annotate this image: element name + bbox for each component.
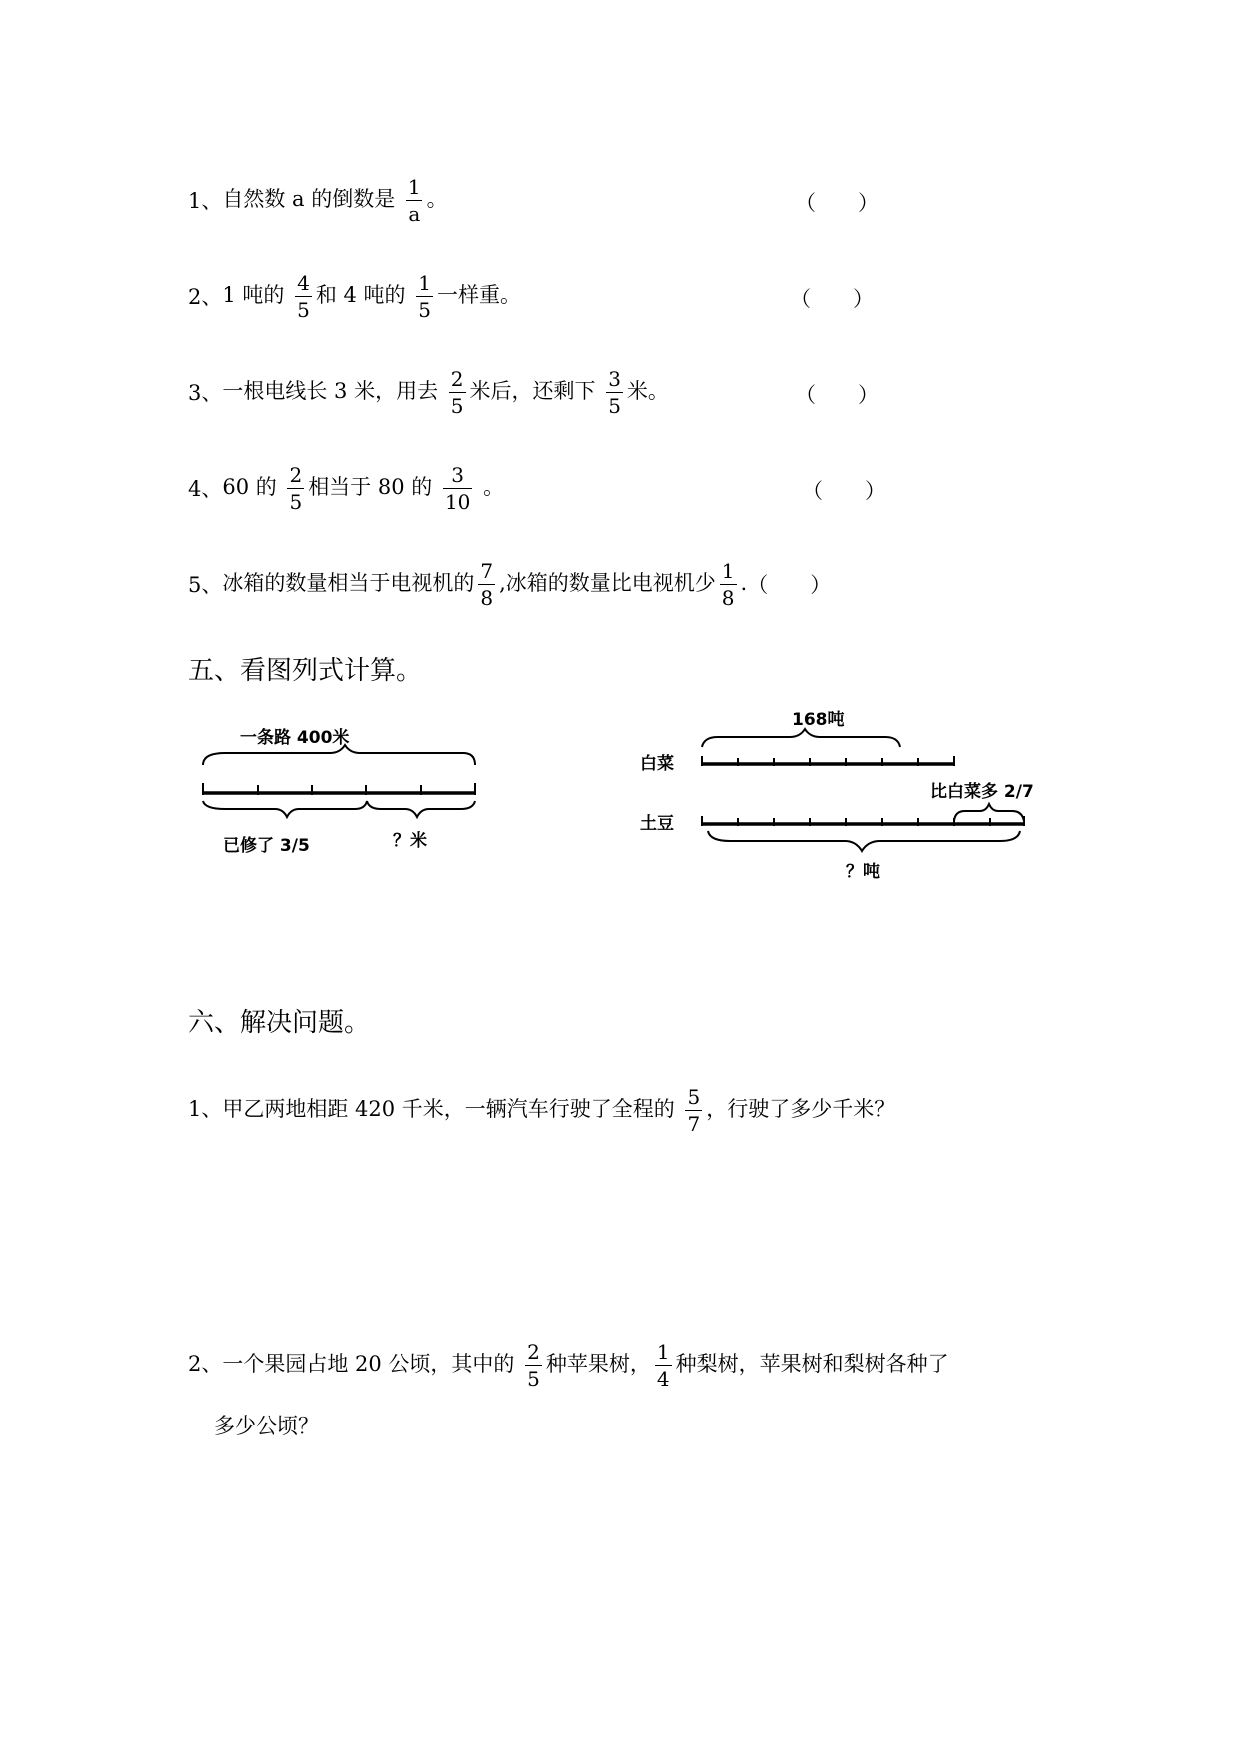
fraction-numerator: 2 <box>289 462 303 487</box>
fraction-denominator: 4 <box>656 1366 670 1391</box>
problem-1 <box>188 1080 895 1140</box>
text-run: 。 <box>426 186 448 211</box>
text-run: ，行驶了多少千米？ <box>706 1096 896 1121</box>
fraction <box>685 1084 702 1136</box>
section-5-heading: 五、看图列式计算。 <box>188 656 423 686</box>
fraction <box>443 462 472 514</box>
item-text <box>222 366 669 418</box>
text-run: 种梨树，苹果树和梨树各种了 <box>675 1351 949 1376</box>
fraction <box>606 366 623 418</box>
rest-brace <box>367 801 475 817</box>
fraction-denominator: 7 <box>687 1111 701 1136</box>
done-brace <box>203 801 367 817</box>
potato-label: 土豆 <box>640 814 674 834</box>
text-run: 一根电线长 3 米，用去 <box>222 378 445 403</box>
fraction <box>655 1339 672 1391</box>
answer-parentheses[interactable]: （ ） <box>802 479 886 503</box>
fraction-denominator: 5 <box>450 393 464 418</box>
top-brace <box>203 745 475 765</box>
bottom-label: ？吨 <box>846 862 880 882</box>
answer-parentheses[interactable]: （ ） <box>747 573 832 597</box>
fraction-numerator: 2 <box>450 366 464 391</box>
fraction-denominator: 5 <box>527 1366 540 1391</box>
judge-item-4 <box>188 458 504 518</box>
problem-text <box>188 1339 949 1391</box>
item-number: 3、 <box>188 381 223 405</box>
problem-2 <box>188 1335 949 1395</box>
text-run: 自然数 a 的倒数是 <box>222 186 402 211</box>
fraction <box>525 1339 542 1391</box>
text-run: 相当于 80 的 <box>308 474 439 499</box>
problem-text <box>188 1084 896 1136</box>
item-text <box>222 462 505 514</box>
more-label: 比白菜多 2/7 <box>930 782 1034 802</box>
fraction-denominator: a <box>408 201 421 226</box>
item-text <box>222 174 448 226</box>
fraction-numerator: 1 <box>418 270 431 295</box>
fraction-numerator: 7 <box>480 558 494 583</box>
item-text <box>222 558 748 610</box>
answer-parentheses[interactable]: （ ） <box>790 287 874 311</box>
answer-parentheses[interactable]: （ ） <box>795 191 879 215</box>
top-label: 168吨 <box>792 710 845 730</box>
fraction-numerator: 1 <box>721 558 735 583</box>
problem-2-continuation: 多少公顷？ <box>214 1414 319 1438</box>
road-diagram <box>195 715 495 865</box>
fraction <box>287 462 304 514</box>
rest-label: ？米 <box>393 831 427 851</box>
judge-item-3 <box>188 362 669 422</box>
fraction <box>720 558 737 610</box>
fraction-numerator: 2 <box>527 1339 540 1364</box>
text-run: 米。 <box>626 378 669 403</box>
done-label: 已修了 3/5 <box>223 836 310 856</box>
text-run: 。 <box>476 474 505 499</box>
text-run: 1、甲乙两地相距 420 千米，一辆汽车行驶了全程的 <box>188 1096 682 1121</box>
judge-item-1 <box>188 170 448 230</box>
text-run: 60 的 <box>222 474 284 499</box>
text-run: 冰箱的数量相当于电视机的 <box>222 570 475 595</box>
item-number: 1、 <box>188 189 223 213</box>
fraction <box>416 270 433 322</box>
fraction-denominator: 8 <box>721 585 735 610</box>
fraction <box>295 270 312 322</box>
fraction-denominator: 5 <box>608 393 621 418</box>
potato-brace <box>708 831 1020 851</box>
fraction-denominator: 5 <box>418 297 431 322</box>
text-run: 1 吨的 <box>222 282 292 307</box>
answer-parentheses[interactable]: （ ） <box>795 383 879 407</box>
item-number: 2、 <box>188 285 223 309</box>
item-text <box>222 270 521 322</box>
text-run: 2、一个果园占地 20 公顷，其中的 <box>188 1351 522 1376</box>
item-number: 5、 <box>188 573 223 597</box>
fraction-numerator: 3 <box>608 366 621 391</box>
fraction <box>449 366 466 418</box>
fraction <box>406 174 423 226</box>
judge-item-2 <box>188 266 521 326</box>
cabbage-brace <box>702 729 900 747</box>
text-run: ,冰箱的数量比电视机少 <box>499 570 716 595</box>
fraction-denominator: 5 <box>289 489 303 514</box>
section-6-heading: 六、解决问题。 <box>188 1008 371 1038</box>
text-run: . <box>740 570 748 595</box>
text-run: 种苹果树， <box>545 1351 651 1376</box>
total-label: 一条路 400米 <box>240 728 350 748</box>
text-run: 一样重。 <box>436 282 521 307</box>
text-run: 米后，还剩下 <box>469 378 603 403</box>
fraction-numerator: 4 <box>297 270 310 295</box>
item-number: 4、 <box>188 477 223 501</box>
fraction <box>478 558 495 610</box>
judge-item-5 <box>188 554 831 614</box>
vegetable-diagram <box>640 705 1060 890</box>
text-run: 和 4 吨的 <box>315 282 413 307</box>
fraction-numerator: 3 <box>451 462 465 487</box>
fraction-numerator: 1 <box>407 174 421 199</box>
fraction-numerator: 1 <box>656 1339 670 1364</box>
fraction-denominator: 5 <box>297 297 310 322</box>
cabbage-label: 白菜 <box>640 754 674 774</box>
fraction-numerator: 5 <box>687 1084 701 1109</box>
fraction-denominator: 8 <box>480 585 494 610</box>
fraction-denominator: 10 <box>444 489 471 514</box>
